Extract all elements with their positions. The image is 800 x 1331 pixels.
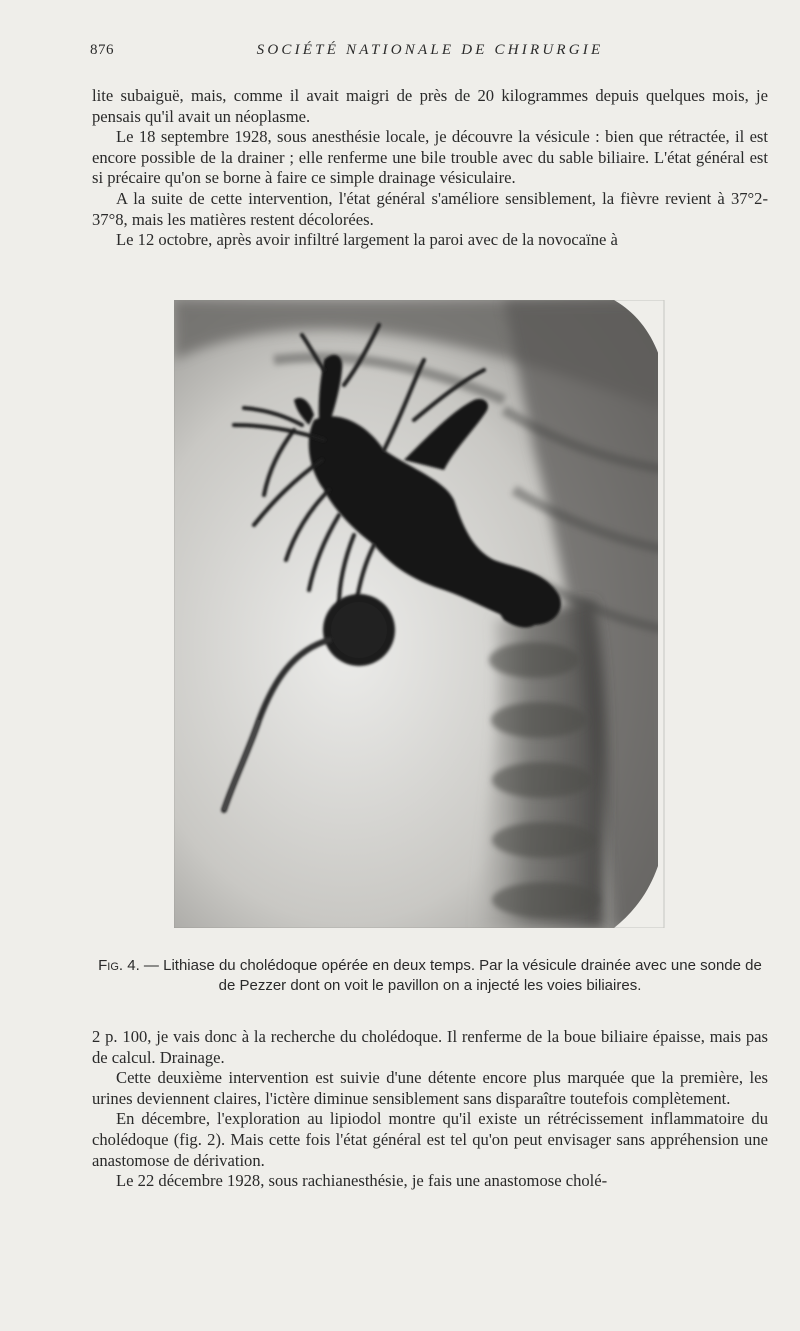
figure-caption (92, 956, 768, 996)
figure-caption-text: — Lithiase du cholédoque opérée en deux temps. Par la vésicule drainée avec une sonde de de Pezzer dont on voit le pavillon on a injecté les voies biliaires. (139, 957, 762, 994)
body-text-bottom (92, 1027, 768, 1192)
running-head: SOCIÉTÉ NATIONALE DE CHIRURGIE (256, 42, 604, 58)
paragraph: En décembre, l'exploration au lipiodol montre qu'il existe un rétrécissement inflammatoire du cholédoque (fig. 2). Mais cette fois l'état général est tel qu'on peut envisager sans appréhension une anastomose de dérivation. (92, 1109, 768, 1170)
radiograph-image (174, 300, 668, 928)
paragraph: 2 p. 100, je vais donc à la recherche du cholédoque. Il renferme de la boue biliaire épaisse, mais pas de calcul. Drainage. (92, 1027, 768, 1067)
page-header (90, 42, 770, 66)
paragraph: lite subaiguë, mais, comme il avait maigri de près de 20 kilogrammes depuis quelques mois, je pensais qu'il avait un néoplasme. (92, 86, 768, 126)
body-text-top (92, 86, 768, 251)
paragraph: A la suite de cette intervention, l'état général s'améliore sensiblement, la fièvre revient à 37°2-37°8, mais les matières restent décolorées. (92, 188, 768, 229)
figure-label: Fig. 4. (98, 957, 140, 974)
paragraph: Le 18 septembre 1928, sous anesthésie locale, je découvre la vésicule : bien que rétractée, il est encore possible de la drainer ; elle renferme une bile trouble avec du sable biliaire. L'état général est si précaire qu'on se borne à faire ce simple drainage vésiculaire. (92, 127, 768, 188)
paragraph: Cette deuxième intervention est suivie d'une détente encore plus marquée que la première, les urines deviennent claires, l'ictère diminue sensiblement sans disparaître toutefois complètement. (92, 1068, 768, 1108)
radiograph-figure (174, 300, 668, 928)
paragraph: Le 12 octobre, après avoir infiltré largement la paroi avec de la novocaïne à (116, 230, 618, 250)
page-number: 876 (90, 42, 114, 58)
paragraph: Le 22 décembre 1928, sous rachianesthésie, je fais une anastomose cholé- (116, 1171, 608, 1191)
